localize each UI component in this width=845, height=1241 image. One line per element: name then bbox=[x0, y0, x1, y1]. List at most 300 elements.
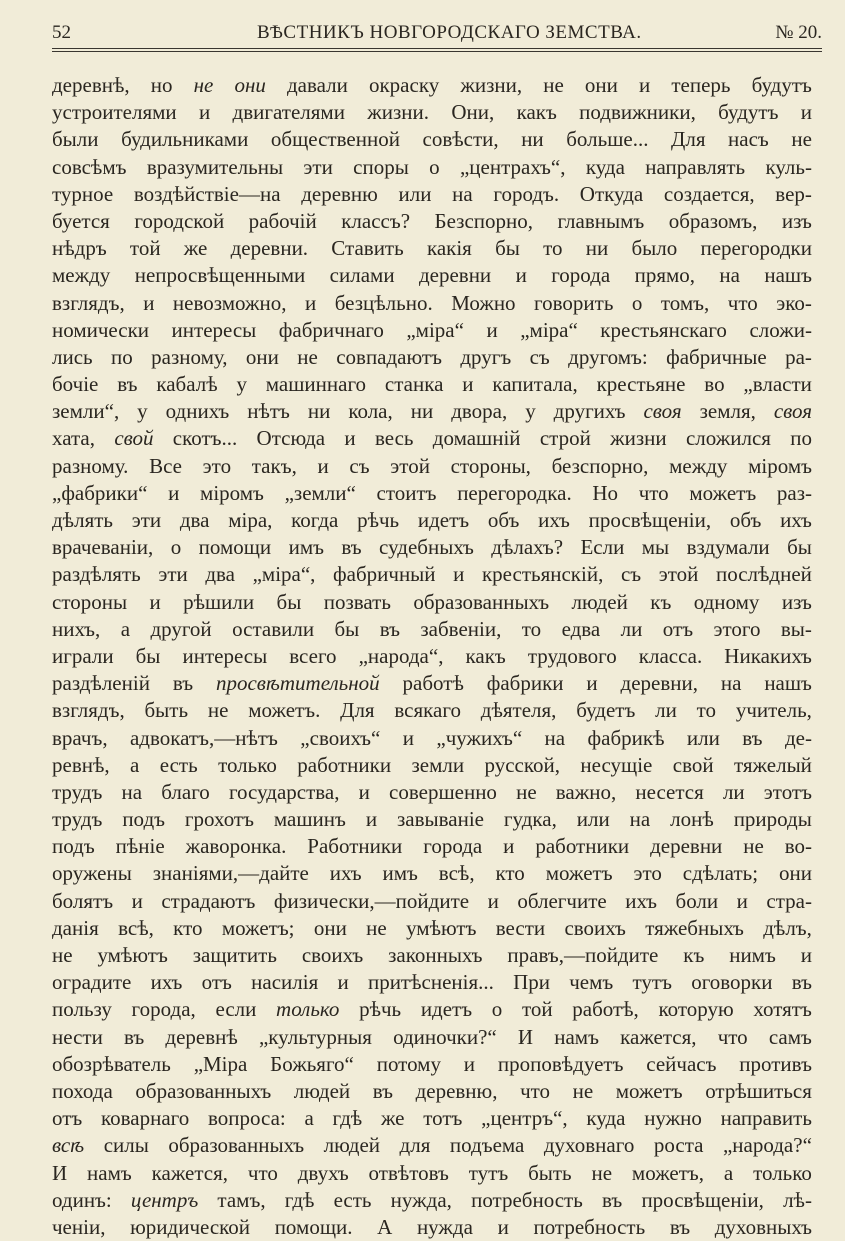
word: и bbox=[337, 970, 349, 995]
word: свой bbox=[672, 752, 714, 777]
word: образомъ, bbox=[668, 208, 758, 233]
word: просвѣщеніи, bbox=[588, 508, 712, 532]
header-rule-lower bbox=[52, 51, 822, 52]
text-line bbox=[52, 344, 812, 371]
word: идетъ bbox=[420, 997, 473, 1022]
word: русской, bbox=[484, 752, 561, 777]
word: этотъ bbox=[763, 779, 812, 804]
word: своихъ bbox=[301, 943, 364, 967]
word: кола, bbox=[348, 399, 393, 424]
word: были bbox=[52, 127, 99, 152]
word: будутъ bbox=[751, 73, 812, 97]
word: несущіе bbox=[580, 752, 653, 777]
word: между bbox=[52, 263, 111, 288]
word: если bbox=[215, 997, 257, 1022]
text-line bbox=[52, 371, 812, 398]
word: Работники bbox=[307, 834, 403, 859]
word: врачъ, bbox=[52, 725, 108, 750]
word: работники bbox=[297, 752, 392, 777]
word: нужно bbox=[644, 1106, 702, 1131]
word: Ставить bbox=[331, 236, 404, 261]
word: можетъ bbox=[545, 861, 613, 886]
word: главнымъ bbox=[557, 208, 645, 233]
word: силами bbox=[329, 263, 395, 288]
word: крестьянскій, bbox=[481, 562, 604, 587]
word: или bbox=[686, 725, 720, 750]
word: ревнѣ, bbox=[52, 752, 110, 777]
word: Все bbox=[149, 453, 182, 478]
word: деревню, bbox=[415, 1078, 498, 1103]
word: несется bbox=[635, 779, 704, 804]
word: двухъ bbox=[297, 1160, 349, 1185]
word: крестьяне bbox=[596, 372, 686, 397]
word: адвокатъ,—нѣтъ bbox=[129, 725, 278, 750]
word: машиннаго bbox=[265, 372, 367, 397]
word: совсѣмъ bbox=[52, 154, 127, 179]
word: у bbox=[236, 372, 247, 397]
word: Они, bbox=[451, 100, 495, 125]
word: объ bbox=[487, 508, 520, 532]
word: по bbox=[790, 426, 812, 451]
text-line bbox=[52, 290, 812, 317]
word: пѣніе bbox=[115, 834, 165, 859]
word: роста bbox=[653, 1133, 704, 1158]
word: разному, bbox=[151, 344, 228, 369]
text-line bbox=[52, 1160, 812, 1187]
word: Если bbox=[580, 535, 625, 560]
word: можетъ. bbox=[248, 698, 321, 723]
word: грохотъ bbox=[184, 807, 254, 832]
word: которую bbox=[658, 997, 734, 1022]
word: При bbox=[513, 970, 551, 995]
word: изъ bbox=[781, 208, 812, 233]
word: насилія bbox=[251, 970, 319, 995]
word: есть bbox=[159, 752, 198, 777]
word: города, bbox=[131, 997, 196, 1022]
word: а bbox=[723, 1160, 734, 1185]
word: трудового bbox=[527, 643, 617, 668]
word: тутъ bbox=[632, 970, 672, 995]
word: дѣлъ, bbox=[763, 915, 812, 940]
word: на bbox=[720, 671, 742, 696]
word: подвижники, bbox=[579, 100, 696, 125]
word: отъ bbox=[662, 616, 694, 641]
word: вы- bbox=[780, 616, 812, 641]
text-line bbox=[52, 915, 812, 942]
word: фабрики bbox=[486, 671, 564, 696]
word: или bbox=[576, 807, 610, 832]
word: нѣтъ bbox=[247, 399, 290, 424]
word: какъ bbox=[465, 643, 506, 668]
word: „фабрики“ bbox=[52, 480, 148, 505]
word: одному bbox=[693, 589, 760, 614]
text-line bbox=[52, 833, 812, 860]
word: и bbox=[365, 807, 378, 832]
word: міра, bbox=[228, 508, 273, 532]
word: объ bbox=[729, 508, 762, 532]
text-line bbox=[52, 480, 812, 507]
word: ли bbox=[620, 616, 643, 641]
word: давали bbox=[287, 73, 348, 97]
word: о bbox=[631, 290, 643, 315]
word: кажется, bbox=[620, 1024, 697, 1049]
word: ни bbox=[585, 236, 609, 261]
word: кто bbox=[173, 915, 203, 940]
word: сложился bbox=[685, 426, 771, 451]
word: было bbox=[631, 236, 678, 261]
word: той bbox=[129, 236, 161, 261]
word: двора, bbox=[451, 399, 508, 424]
word: перегородки bbox=[700, 236, 812, 261]
word: А bbox=[377, 1214, 393, 1239]
word: Отсюда bbox=[256, 426, 326, 451]
word: сложи- bbox=[749, 317, 812, 342]
word: и bbox=[149, 589, 161, 614]
word: станка bbox=[384, 372, 444, 397]
journal-title: ВѢСТНИКЪ НОВГОРОДСКАГО ЗЕМСТВА. bbox=[257, 22, 642, 43]
word: жизни, bbox=[460, 73, 523, 97]
word: города bbox=[551, 263, 611, 288]
word: взглядъ, bbox=[52, 290, 125, 315]
word: совѣсти, bbox=[422, 127, 499, 152]
word: взглядъ, bbox=[52, 698, 125, 723]
word: о bbox=[170, 535, 182, 560]
word: „земли“ bbox=[284, 480, 356, 505]
word: оружены bbox=[52, 861, 132, 886]
word: „культурныя bbox=[258, 1024, 372, 1049]
word: центръ bbox=[130, 1187, 199, 1212]
word: кабалѣ bbox=[156, 372, 218, 397]
word: своя bbox=[773, 399, 812, 424]
word: ихъ bbox=[150, 970, 183, 995]
word: вопроса: bbox=[207, 1106, 286, 1131]
word: о bbox=[491, 997, 503, 1022]
word: просвѣтительной bbox=[215, 671, 380, 696]
word: трудъ bbox=[52, 779, 103, 804]
word: сдѣлать; bbox=[682, 861, 759, 886]
word: вздумали bbox=[686, 535, 770, 560]
word: стра- bbox=[766, 888, 812, 913]
word: трудъ bbox=[52, 807, 103, 832]
word: той bbox=[521, 997, 553, 1022]
word: умѣютъ bbox=[406, 915, 477, 940]
text-line bbox=[52, 561, 812, 588]
word: тамъ, bbox=[217, 1187, 266, 1212]
text-line bbox=[52, 453, 812, 480]
word: Безспорно, bbox=[434, 208, 534, 233]
word: или bbox=[398, 181, 432, 206]
text-line bbox=[52, 1214, 812, 1241]
word: „Міра bbox=[193, 1051, 248, 1076]
word: кажется, bbox=[151, 1160, 229, 1185]
word: на bbox=[452, 181, 473, 206]
page-number: 52 bbox=[52, 22, 71, 43]
word: нимъ bbox=[729, 943, 776, 967]
word: фабрикѣ bbox=[587, 725, 665, 750]
word: эти bbox=[303, 154, 333, 179]
word: крестьянскаго bbox=[600, 317, 727, 342]
word: „міра“ bbox=[406, 317, 464, 342]
word: „своихъ“ bbox=[300, 725, 381, 750]
word: деревнѣ, bbox=[52, 73, 130, 97]
word: городской bbox=[134, 208, 225, 233]
word: въ bbox=[341, 535, 362, 560]
word: раздѣленій bbox=[52, 671, 150, 696]
word: этой bbox=[658, 562, 699, 587]
text-line bbox=[52, 72, 812, 99]
word: не bbox=[791, 127, 812, 152]
word: оградите bbox=[52, 970, 132, 995]
word: турное bbox=[52, 181, 114, 206]
word: работники bbox=[535, 834, 630, 859]
word: намъ bbox=[87, 1160, 132, 1185]
word: то bbox=[543, 236, 563, 261]
text-line bbox=[52, 398, 812, 425]
word: лѣ- bbox=[783, 1187, 812, 1212]
word: фабричный bbox=[333, 562, 436, 587]
word: и bbox=[486, 317, 498, 342]
word: подъ bbox=[52, 834, 95, 859]
text-line bbox=[52, 154, 812, 181]
word: не bbox=[193, 73, 214, 97]
word: безцѣльно. bbox=[334, 290, 433, 315]
word: въ bbox=[172, 671, 194, 696]
word: рабочій bbox=[248, 208, 317, 233]
word: жизни bbox=[610, 426, 667, 451]
word: потребность bbox=[471, 1187, 583, 1212]
word: это bbox=[633, 861, 662, 886]
page-header bbox=[52, 20, 822, 50]
word: одиночки?“ bbox=[393, 1024, 497, 1049]
word: ихъ bbox=[625, 888, 658, 913]
word: они bbox=[778, 861, 812, 886]
word: болятъ bbox=[52, 888, 114, 913]
word: позвать bbox=[323, 589, 391, 614]
word: силы bbox=[103, 1133, 149, 1158]
word: и bbox=[168, 480, 180, 505]
word: что bbox=[717, 1024, 748, 1049]
word: и bbox=[487, 888, 499, 913]
word: перегородка. bbox=[457, 480, 572, 505]
body-text bbox=[52, 72, 812, 1241]
word: своя bbox=[643, 399, 682, 424]
word: что bbox=[247, 1160, 278, 1185]
word: противъ bbox=[739, 1051, 812, 1076]
word: они bbox=[313, 915, 347, 940]
word: духовныхъ bbox=[714, 1214, 812, 1239]
word: устроителями bbox=[52, 100, 177, 125]
word: гудка, bbox=[503, 807, 557, 832]
word: мы bbox=[641, 535, 670, 560]
word: интересы bbox=[171, 317, 257, 342]
word: скотъ... bbox=[172, 426, 238, 451]
word: обозрѣватель bbox=[52, 1051, 171, 1076]
word: и bbox=[515, 263, 527, 288]
word: въ bbox=[379, 616, 400, 641]
word: людей bbox=[571, 589, 628, 614]
word: то bbox=[521, 616, 542, 641]
text-line bbox=[52, 1187, 812, 1214]
word: не bbox=[207, 698, 229, 723]
text-line bbox=[52, 1105, 812, 1132]
word: земли“, bbox=[52, 399, 120, 424]
word: бы bbox=[276, 589, 302, 614]
word: отъ bbox=[52, 1106, 83, 1131]
word: земли bbox=[411, 752, 465, 777]
word: помощи. bbox=[274, 1214, 353, 1239]
word: тотъ bbox=[423, 1106, 463, 1131]
word: на bbox=[719, 263, 740, 288]
word: для bbox=[399, 1133, 431, 1158]
word: идетъ bbox=[417, 508, 470, 532]
word: нашъ bbox=[764, 263, 812, 288]
word: міромъ bbox=[748, 453, 812, 478]
word: другъ bbox=[460, 344, 512, 369]
word: деревни bbox=[650, 834, 723, 859]
word: только bbox=[218, 752, 277, 777]
word: и bbox=[131, 888, 143, 913]
word: что bbox=[520, 1078, 551, 1103]
word: у bbox=[137, 399, 148, 424]
word: два bbox=[179, 508, 210, 532]
word: во- bbox=[784, 834, 812, 859]
word: два bbox=[205, 562, 235, 587]
word: отвѣтовъ bbox=[368, 1160, 449, 1185]
word: работѣ bbox=[402, 671, 464, 696]
word: деревнѣ bbox=[165, 1024, 238, 1049]
word: у bbox=[525, 399, 536, 424]
word: ихъ bbox=[538, 508, 570, 532]
word: похода bbox=[52, 1078, 113, 1103]
word: И bbox=[52, 1160, 68, 1185]
word: раз- bbox=[776, 480, 812, 505]
word: буется bbox=[52, 208, 110, 233]
word: Божьяго“ bbox=[270, 1051, 354, 1076]
word: подъема bbox=[449, 1133, 525, 1158]
word: гдѣ bbox=[332, 1106, 363, 1131]
text-line bbox=[52, 534, 812, 561]
word: „центрахъ“, bbox=[459, 154, 566, 179]
word: классъ? bbox=[341, 208, 411, 233]
word: „центръ“, bbox=[481, 1106, 568, 1131]
word: защитить bbox=[192, 943, 277, 967]
word: интересы bbox=[182, 643, 268, 668]
word: забвеніи, bbox=[420, 616, 502, 641]
word: быть bbox=[144, 698, 189, 723]
word: всѣ, bbox=[438, 861, 475, 886]
word: ченіи, bbox=[52, 1214, 106, 1239]
word: рѣчь bbox=[357, 508, 400, 532]
word: этой bbox=[390, 453, 430, 478]
word: въ bbox=[602, 1187, 623, 1212]
word: нихъ, bbox=[52, 616, 101, 641]
text-line bbox=[52, 317, 812, 344]
word: томъ, bbox=[660, 290, 710, 315]
word: благо bbox=[161, 779, 210, 804]
word: а bbox=[304, 1106, 314, 1131]
text-line bbox=[52, 262, 812, 289]
word: только bbox=[753, 1160, 812, 1185]
word: подъ bbox=[122, 807, 165, 832]
word: эти bbox=[131, 508, 162, 532]
word: можетъ; bbox=[221, 915, 295, 940]
word: физически,—пойдите bbox=[273, 888, 470, 913]
word: не bbox=[52, 943, 73, 967]
word: о bbox=[429, 154, 440, 179]
word: земля, bbox=[699, 399, 756, 424]
text-line bbox=[52, 126, 812, 153]
word: что bbox=[727, 290, 758, 315]
word: тяжелый bbox=[733, 752, 812, 777]
word: другой bbox=[150, 616, 212, 641]
word: важно, bbox=[555, 779, 617, 804]
word: „народа?“ bbox=[722, 1133, 812, 1158]
word: потому bbox=[376, 1051, 441, 1076]
word: играли bbox=[52, 643, 114, 668]
word: сейчасъ bbox=[646, 1051, 717, 1076]
text-line bbox=[52, 99, 812, 126]
word: правъ,—пойдите bbox=[507, 943, 659, 967]
word: фабричнаго bbox=[278, 317, 384, 342]
word: куда bbox=[586, 1106, 626, 1131]
word: куль- bbox=[765, 154, 812, 179]
word: Для bbox=[340, 698, 375, 723]
word: „власти bbox=[743, 372, 812, 397]
word: дѣлахъ? bbox=[491, 535, 564, 560]
text-line bbox=[52, 507, 812, 534]
text-line bbox=[52, 996, 812, 1023]
word: можетъ, bbox=[631, 1160, 705, 1185]
word: однихъ bbox=[165, 399, 230, 424]
word: умѣютъ bbox=[97, 943, 168, 967]
word: самъ bbox=[768, 1024, 812, 1049]
text-line bbox=[52, 860, 812, 887]
word: проповѣдуетъ bbox=[497, 1051, 624, 1076]
word: коварнаго bbox=[101, 1106, 190, 1131]
word: можетъ bbox=[689, 480, 757, 505]
word: а bbox=[120, 616, 131, 641]
word: во bbox=[704, 372, 725, 397]
text-line bbox=[52, 942, 812, 969]
text-line bbox=[52, 1132, 812, 1159]
text-line bbox=[52, 1024, 812, 1051]
text-line bbox=[52, 806, 812, 833]
word: лись bbox=[52, 344, 93, 369]
text-line bbox=[52, 969, 812, 996]
word: работѣ, bbox=[572, 997, 639, 1022]
word: ихъ bbox=[780, 508, 812, 532]
word: Но bbox=[592, 480, 619, 505]
word: воздѣйствіе—на bbox=[133, 181, 281, 206]
word: на bbox=[544, 725, 566, 750]
word: эко- bbox=[776, 290, 812, 315]
word: послѣдней bbox=[715, 562, 812, 587]
word: не bbox=[516, 779, 537, 804]
word: же bbox=[380, 1106, 405, 1131]
word: всякаго bbox=[394, 698, 461, 723]
word: жизни. bbox=[367, 100, 430, 125]
word: будильниками bbox=[121, 127, 249, 152]
word: окраску bbox=[368, 73, 440, 97]
word: бы bbox=[495, 236, 520, 261]
word: природы bbox=[733, 807, 812, 832]
word: деревню bbox=[301, 181, 378, 206]
word: стоитъ bbox=[376, 480, 437, 505]
word: машинъ bbox=[273, 807, 346, 832]
word: и bbox=[503, 834, 515, 859]
word: и bbox=[305, 290, 317, 315]
word: въ bbox=[372, 1078, 393, 1103]
